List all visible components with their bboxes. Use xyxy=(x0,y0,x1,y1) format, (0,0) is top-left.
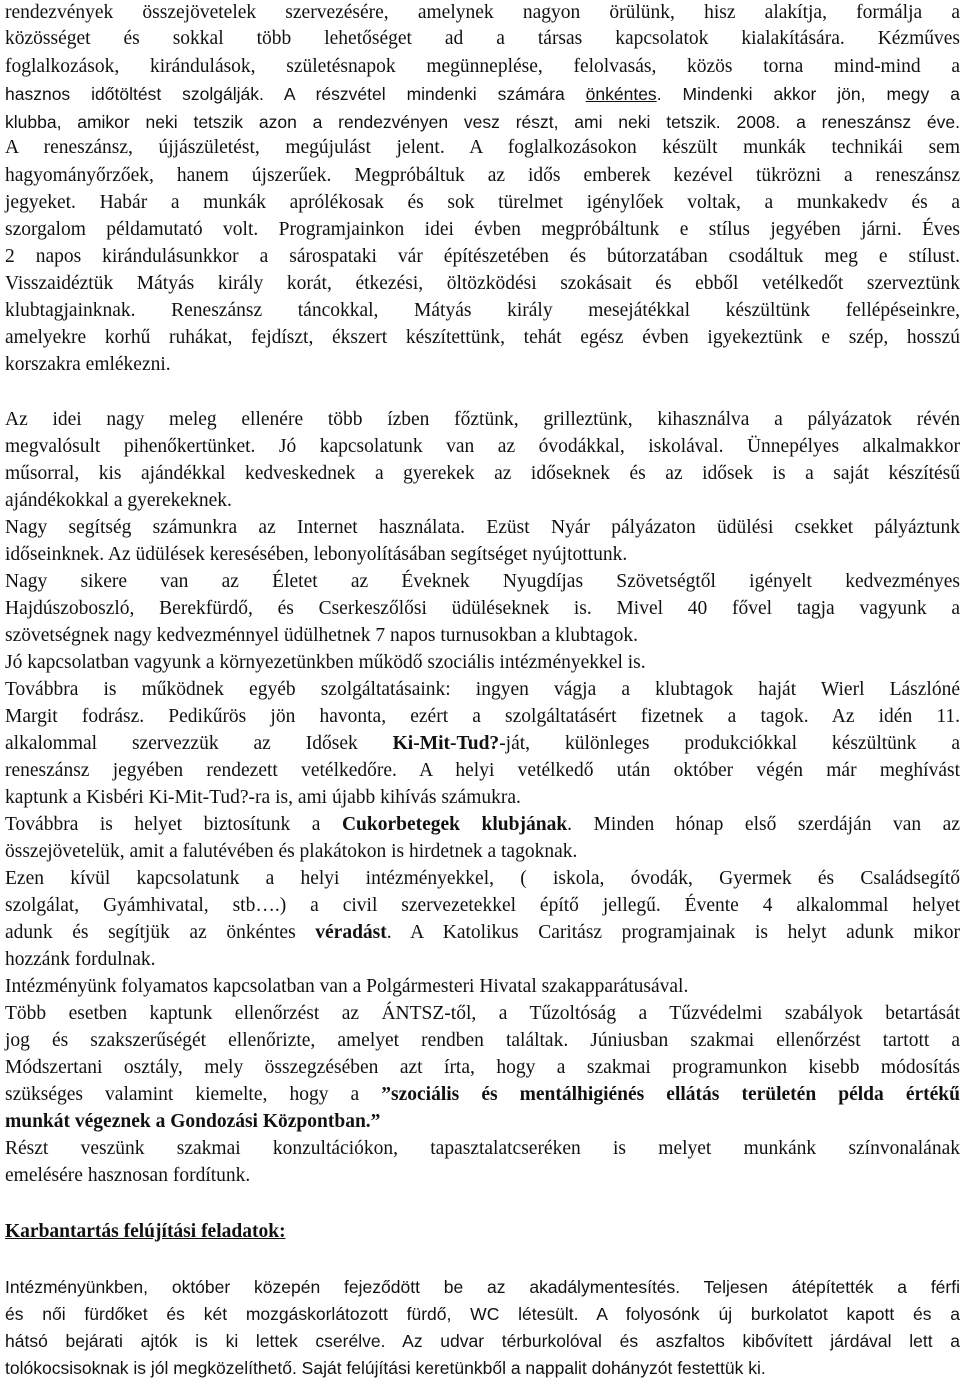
text-line xyxy=(5,163,960,189)
text-line xyxy=(5,704,960,730)
text-line xyxy=(5,1163,960,1189)
text-line xyxy=(5,0,960,26)
text-run: megvalósult pihenőkertünket. Jó kapcsolatunk van az óvodákkal, iskolával. Ünnepélyes alkalmakkor xyxy=(5,436,960,457)
text-line xyxy=(5,731,960,757)
text-run: kaptunk a Kisbéri Ki-Mit-Tud?-ra is, ami újabb kihívás számukra. xyxy=(5,787,521,808)
text-line xyxy=(5,190,960,216)
text-run: . Mindenki akkor jön, megy a xyxy=(656,84,960,104)
text-run: Részt veszünk szakmai konzultációkon, tapasztalatcseréken is melyet munkánk színvonalának xyxy=(5,1138,960,1159)
text-run: reneszánsz jegyében rendezett vetélkedőre. A helyi vetélkedő után október végén már meghívást xyxy=(5,760,960,781)
text-run: tolókocsisoknak is jól megközelíthető. Saját felújítási keretünkből a nappalit dohányzót festettük ki. xyxy=(5,1358,766,1378)
text-line xyxy=(5,1082,960,1108)
text-run: közösséget és sokkal több lehetőséget ad a társas kapcsolatok kialakítására. Kézműves xyxy=(5,28,960,49)
text-run: klubba, amikor neki tetszik azon a rendezvényen vesz részt, ami neki tetszik. 2008. a reneszánsz éve. xyxy=(5,112,960,132)
text-run: foglalkozások, kirándulások, születésnapok megünneplése, felolvasás, közös torna mind-mind a xyxy=(5,56,960,77)
text-line xyxy=(5,650,960,676)
text-run: jog és szakszerűségét ellenőrizte, amelyet rendben találtak. Júniusban szakmai ellenőrzést tartott a xyxy=(5,1030,960,1051)
text-run: szolgálat, Gyámhivatal, stb….) a civil szervezetekkel építő jellegű. Évente 4 alkalommal helyet xyxy=(5,895,960,916)
text-run: munkát végeznek a Gondozási Központban.” xyxy=(5,1111,381,1132)
text-line xyxy=(5,1136,960,1162)
text-line xyxy=(5,785,960,811)
text-line xyxy=(5,109,960,135)
text-run: Ki-Mit-Tud? xyxy=(392,733,500,754)
text-run: klubtagjainknak. Reneszánsz táncokkal, Mátyás király mesejátékkal készültünk fellépéseinkre, xyxy=(5,300,960,321)
text-line xyxy=(5,434,960,460)
text-run: Több esetben kaptunk ellenőrzést az ÁNTSZ-től, a Tűzoltóság a Tűzvédelmi szabályok betartását xyxy=(5,1003,960,1024)
text-run: Nagy sikere van az Életet az Éveknek Nyugdíjas Szövetségtől igényelt kedvezményes xyxy=(5,571,960,592)
text-run: szükséges valamint kiemelte, hogy a xyxy=(5,1084,382,1105)
text-run: ajándékokkal a gyerekeknek. xyxy=(5,490,232,511)
text-line xyxy=(5,298,960,324)
text-run: szövetségnek nagy kedvezménnyel üdülhetnek 7 napos turnusokban a klubtagok. xyxy=(5,625,639,646)
text-run: 2 napos kirándulásunkkor a sárospataki vár építészetében és bútorzatában csodáltuk meg e stílust. xyxy=(5,246,960,267)
text-line xyxy=(5,54,960,80)
text-run: véradást xyxy=(315,922,387,943)
text-line xyxy=(5,812,960,838)
text-run: Módszertani osztály, mely összegzésében azt írta, hogy a szakmai programunkon kisebb módosítás xyxy=(5,1057,960,1078)
section-heading xyxy=(5,1219,960,1245)
text-line xyxy=(5,1028,960,1054)
text-line xyxy=(5,1001,960,1027)
text-run: Jó kapcsolatban vagyunk a környezetünkben működő szociális intézményekkel is. xyxy=(5,652,646,673)
text-line xyxy=(5,947,960,973)
text-line xyxy=(5,920,960,946)
text-line xyxy=(5,244,960,270)
text-run: Karbantartás felújítási feladatok: xyxy=(5,1221,286,1242)
text-run: hátsó bejárati ajtók is ki lettek cserélve. Az udvar térburkolóval és aszfaltos kibővített járdával lett a xyxy=(5,1331,960,1351)
text-line xyxy=(5,569,960,595)
text-line xyxy=(5,1055,960,1081)
text-line xyxy=(5,866,960,892)
text-run: Intézményünk folyamatos kapcsolatban van a Polgármesteri Hivatal szakapparátusával. xyxy=(5,976,689,997)
text-line xyxy=(5,677,960,703)
text-run: műsorral, kis ajándékkal kedveskednek a gyerekek az időseknek és az idősek is a saját készítésű xyxy=(5,463,960,484)
text-line xyxy=(5,542,960,568)
text-run: korszakra emlékezni. xyxy=(5,354,171,375)
text-run: . A Katolikus Caritász programjainak is helyt adunk mikor xyxy=(386,922,960,943)
text-line xyxy=(5,325,960,351)
text-run: hasznos időtöltést szolgálják. A részvétel mindenki számára xyxy=(5,84,586,104)
text-line xyxy=(5,488,960,514)
text-run: Intézményünkben, október közepén fejeződött be az akadálymentesítés. Teljesen átépítették a férfi xyxy=(5,1277,960,1297)
text-run: amelyekre korhű ruhákat, fejdíszt, ékszert készítettünk, tehát egész évben igyekeztünk e szép, hosszú xyxy=(5,327,960,348)
text-line xyxy=(5,1355,960,1381)
text-line xyxy=(5,217,960,243)
text-run: hozzánk fordulnak. xyxy=(5,949,156,970)
text-run: ”szociális és mentálhigiénés ellátás területén példa értékű xyxy=(381,1084,960,1105)
text-line xyxy=(5,1274,960,1300)
text-run: szorgalom példamutató volt. Programjainkon idei évben megpróbáltunk e stílus jegyében járni. Éves xyxy=(5,219,960,240)
text-line xyxy=(5,26,960,52)
text-line xyxy=(5,81,960,107)
text-line xyxy=(5,1109,960,1135)
text-line xyxy=(5,515,960,541)
text-run: Cukorbetegek klubjának xyxy=(341,814,568,835)
text-line xyxy=(5,974,960,1000)
text-line xyxy=(5,623,960,649)
text-line xyxy=(5,271,960,297)
text-line xyxy=(5,1328,960,1354)
text-line xyxy=(5,1301,960,1327)
text-run: Ezen kívül kapcsolatunk a helyi intézményekkel, ( iskola, óvodák, Gyermek és Családsegítő xyxy=(5,868,960,889)
text-line xyxy=(5,352,960,378)
text-run: Nagy segítség számunkra az Internet használata. Ezüst Nyár pályázaton üdülési csekket pályáztunk xyxy=(5,517,960,538)
text-run: Továbbra is működnek egyéb szolgáltatásaink: ingyen vágja a klubtagok haját Wierl Lászlóné xyxy=(5,679,960,700)
text-run: adunk és segítjük az önkéntes xyxy=(5,922,316,943)
text-run: és női fürdőket és két mozgáskorlátozott fürdő, WC létesült. A folyosónk új burkolatot kapott és a xyxy=(5,1304,960,1324)
text-line xyxy=(5,839,960,865)
text-line xyxy=(5,893,960,919)
text-run: emelésére hasznosan fordítunk. xyxy=(5,1165,251,1186)
text-run: Az idei nagy meleg ellenére több ízben főztünk, grilleztünk, kihasználva a pályázatok révén xyxy=(5,409,960,430)
text-run: jegyeket. Habár a munkák aprólékosak és sok türelmet igénylőek voltak, a munkakedv és a xyxy=(5,192,960,213)
text-run: alkalommal szervezzük az Idősek xyxy=(5,733,393,754)
text-run: hagyományőrzőek, hanem újszerűek. Megpróbáltuk az idős emberek kezével tükrözni a reneszánsz xyxy=(5,165,960,186)
text-run: időseinknek. Az üdülések keresésében, lebonyolításában segítséget nyújtottunk. xyxy=(5,544,628,565)
text-line xyxy=(5,135,960,161)
text-run: -ját, különleges produkciókkal készültünk a xyxy=(499,733,960,754)
text-run: A reneszánsz, újjászületést, megújulást jelent. A foglalkozásokon készült munkák technikái sem xyxy=(5,137,960,158)
text-run: Hajdúszoboszló, Berekfürdő, és Cserkeszőlősi üdüléseknek is. Mivel 40 fővel tagja vagyunk a xyxy=(5,598,960,619)
text-run: Visszaidéztük Mátyás király korát, étkezési, öltözködési szokásait és ebből vetélkedőt szerveztünk xyxy=(5,273,960,294)
text-line xyxy=(5,758,960,784)
text-run: önkéntes xyxy=(585,84,657,104)
text-run: . Minden hónap első szerdáján van az xyxy=(567,814,960,835)
text-run: Továbbra is helyet biztosítunk a xyxy=(5,814,342,835)
text-run: Margit fodrász. Pedikűrös jön havonta, ezért a szolgáltatásért fizetnek a tagok. Az idén 11. xyxy=(5,706,960,727)
text-run: összejövetelük, amit a falutévében és plakátokon is hirdetnek a tagoknak. xyxy=(5,841,578,862)
text-line xyxy=(5,596,960,622)
text-line xyxy=(5,461,960,487)
text-run: rendezvények összejövetelek szervezésére, amelynek nagyon örülünk, hisz alakítja, formálja a xyxy=(5,2,960,23)
text-line xyxy=(5,407,960,433)
